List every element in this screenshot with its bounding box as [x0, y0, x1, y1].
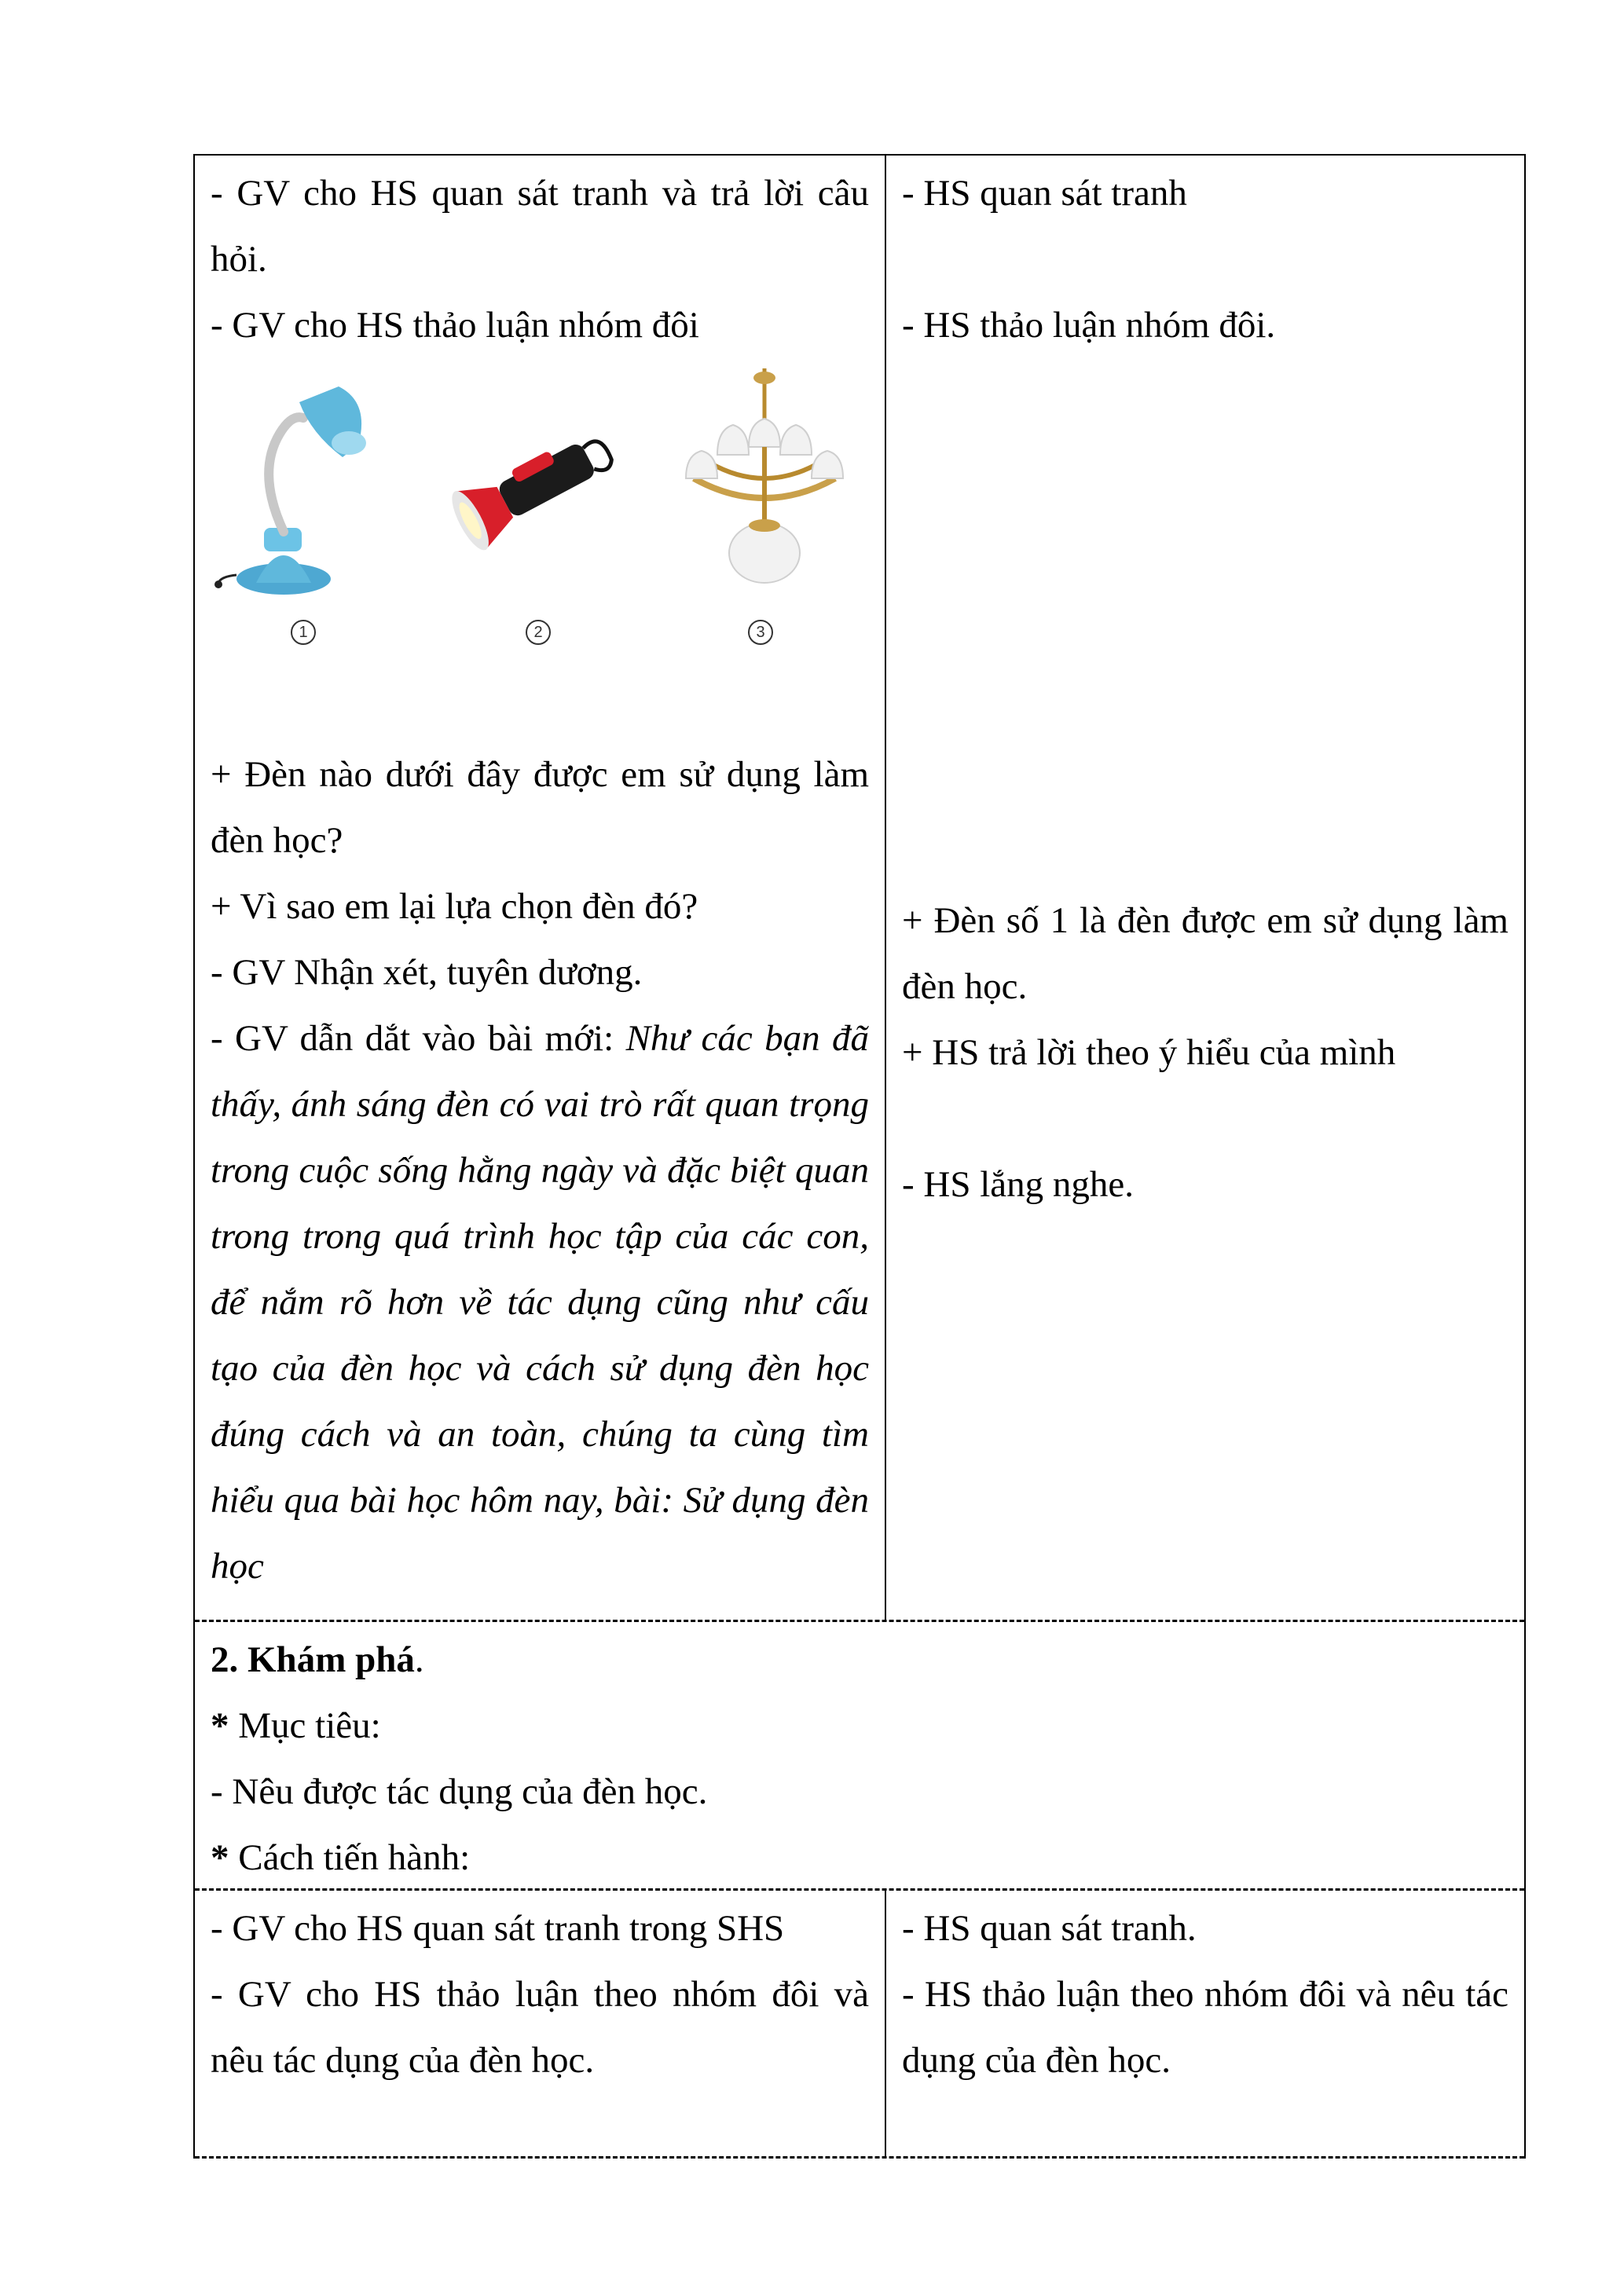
student-activity-cell — [886, 156, 1524, 1620]
table-row — [195, 1891, 1524, 2159]
intro-italic: Như các bạn đã thấy, ánh sáng đèn có vai trò rất quan trọng trong cuộc sống hằng ngày và đặc biệt quan trong trong quá trình học tập của các con, để nắm rõ hơn về tác dụng cũng như cấu tạo của đèn học và cách sử dụng đèn học đúng cách và an toàn, chúng ta cùng tìm hiểu qua bài học hôm nay, bài: Sử dụng đèn học — [211, 1018, 869, 1587]
image-number-label: 3 — [748, 620, 773, 645]
section-heading: 2. Khám phá. — [211, 1639, 424, 1680]
image-number-label: 1 — [291, 620, 316, 645]
student-answer: + Đèn số 1 là đèn được em sử dụng làm đèn học. — [902, 900, 1509, 1007]
student-line: - HS thảo luận nhóm đôi. — [902, 305, 1276, 346]
teacher-line: - GV cho HS thảo luận nhóm đôi — [211, 305, 699, 346]
table-row — [195, 1622, 1524, 1891]
question-line: + Vì sao em lại lựa chọn đèn đó? — [211, 886, 698, 927]
chandelier-icon — [670, 368, 859, 596]
flashlight-icon — [446, 419, 627, 553]
student-line: - HS thảo luận theo nhóm đôi và nêu tác dụng của đèn học. — [902, 1974, 1509, 2081]
image-number-label: 2 — [526, 620, 551, 645]
teacher-line: - GV cho HS quan sát tranh và trả lời câu hỏi. — [211, 173, 869, 280]
student-activity-cell — [886, 1891, 1524, 2156]
goal-text: - Nêu được tác dụng của đèn học. — [211, 1771, 708, 1812]
student-line: - HS quan sát tranh — [902, 173, 1187, 214]
section-cell — [195, 1622, 1524, 1888]
student-line: - HS lắng nghe. — [902, 1164, 1135, 1205]
student-line: - HS quan sát tranh. — [902, 1908, 1197, 1949]
teacher-line: - GV cho HS thảo luận theo nhóm đôi và nêu tác dụng của đèn học. — [211, 1974, 869, 2081]
goal-label: * Mục tiêu: — [211, 1705, 381, 1746]
student-answer: + HS trả lời theo ý hiểu của mình — [902, 1032, 1396, 1073]
table-row — [195, 156, 1524, 1622]
method-label: * Cách tiến hành: — [211, 1837, 471, 1878]
teacher-line: - GV cho HS quan sát tranh trong SHS — [211, 1908, 785, 1949]
lamp-pictures — [211, 364, 869, 742]
lesson-table — [193, 154, 1526, 2159]
intro-prefix: - GV dẫn dắt vào bài mới: — [211, 1018, 626, 1059]
desk-lamp-icon — [209, 371, 382, 606]
teacher-activity-cell — [195, 156, 886, 1620]
teacher-intro — [211, 1005, 869, 1599]
teacher-line: - GV Nhận xét, tuyên dương. — [211, 952, 643, 993]
question-line: + Đèn nào dưới đây được em sử dụng làm đèn học? — [211, 754, 869, 861]
teacher-activity-cell — [195, 1891, 886, 2156]
